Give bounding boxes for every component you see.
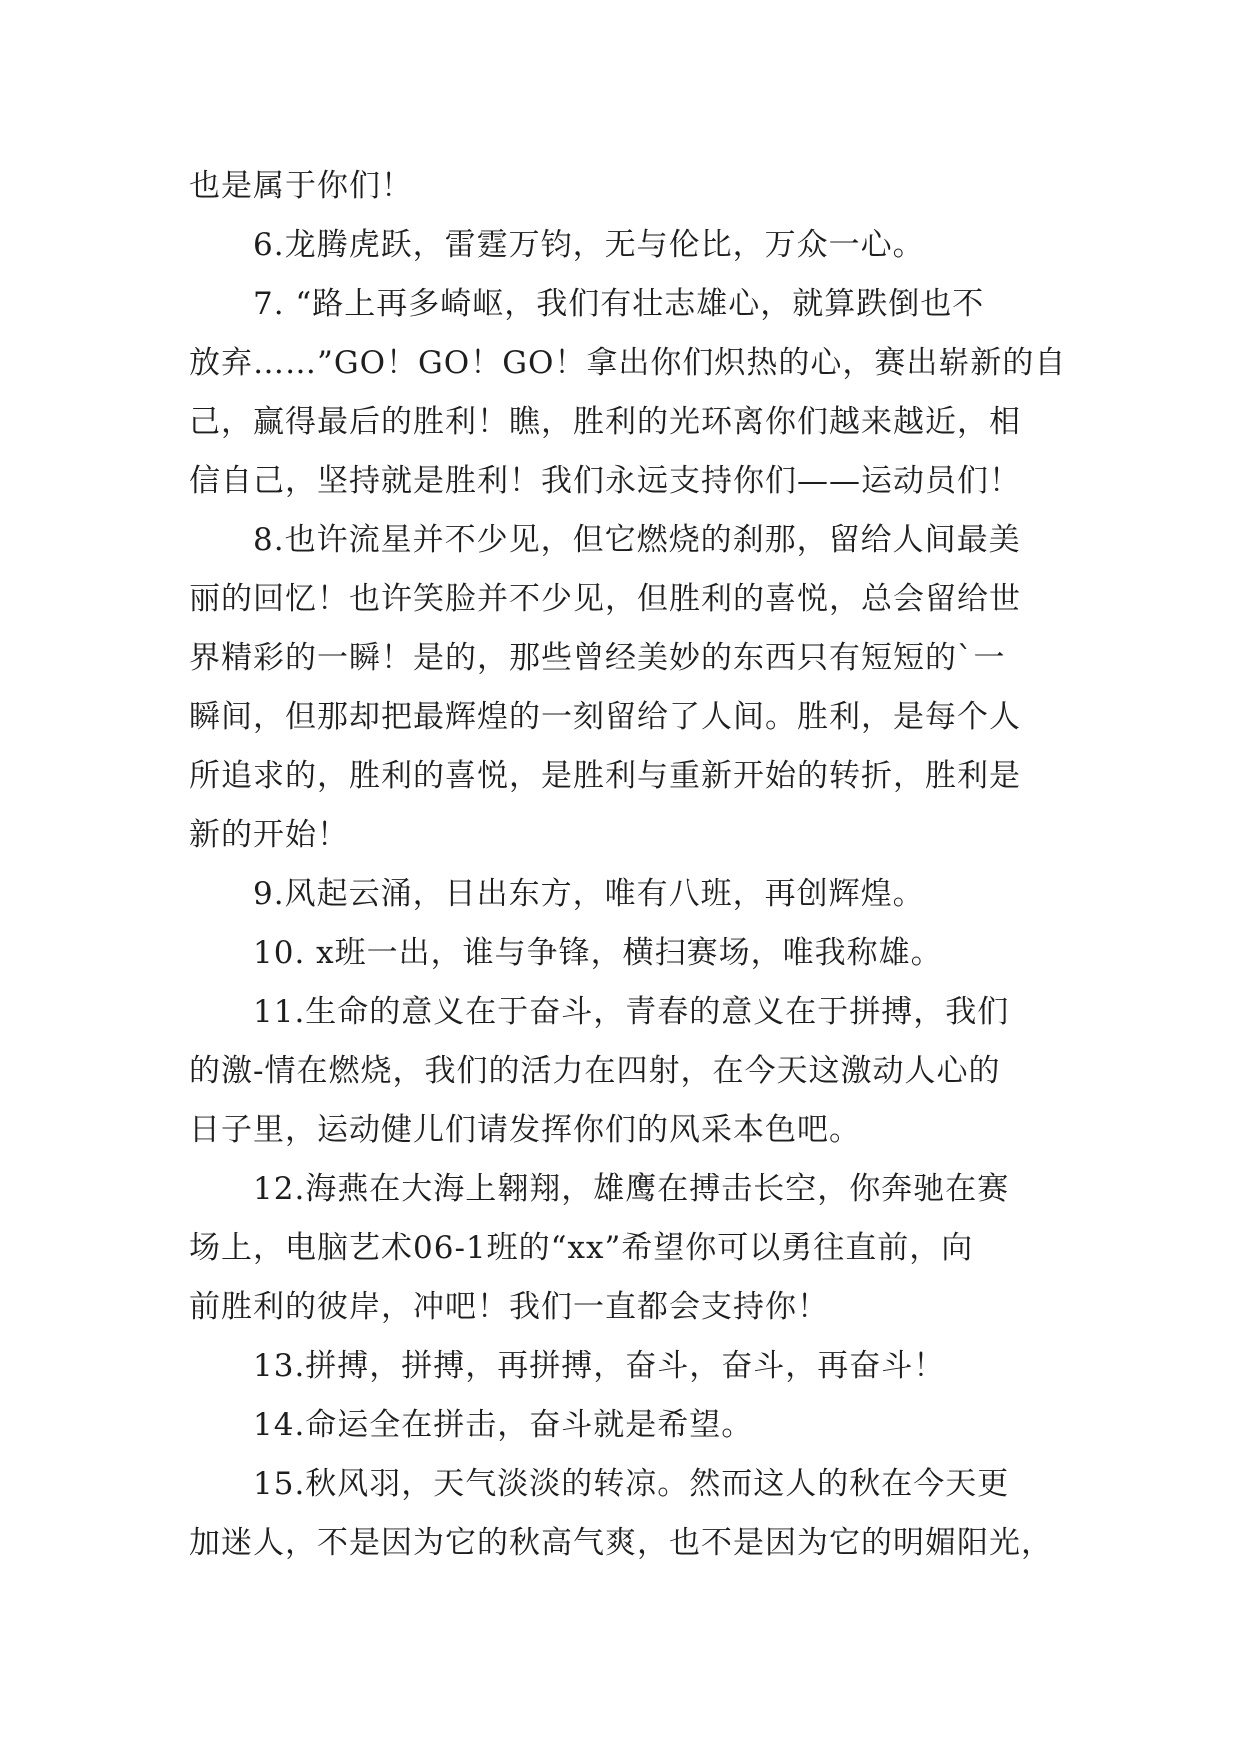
document-body: [189, 157, 1067, 1573]
text-line: 的激-情在燃烧，我们的活力在四射，在今天这激动人心的: [189, 1053, 1001, 1089]
text-line: 也是属于你们！: [189, 168, 413, 204]
text-line: 9.风起云涌，日出东方，唯有八班，再创辉煌。: [253, 876, 925, 912]
text-line: 7. “路上再多崎岖，我们有壮志雄心，就算跌倒也不: [253, 286, 985, 322]
text-line: 场上，电脑艺术06-1班的“xx”希望你可以勇往直前，向: [189, 1230, 974, 1266]
text-line: 11.生命的意义在于奋斗，青春的意义在于拼搏，我们: [253, 994, 1010, 1030]
text-line: 所追求的，胜利的喜悦，是胜利与重新开始的转折，胜利是: [189, 758, 1021, 794]
text-line: 15.秋风羽，天气淡淡的转凉。然而这人的秋在今天更: [253, 1466, 1010, 1502]
text-line: 信自己，坚持就是胜利！我们永远支持你们——运动员们！: [189, 463, 1021, 499]
text-line: 丽的回忆！也许笑脸并不少见，但胜利的喜悦，总会留给世: [189, 581, 1021, 617]
text-line: 14.命运全在拼击，奋斗就是希望。: [253, 1407, 754, 1443]
text-line: 前胜利的彼岸，冲吧！我们一直都会支持你！: [189, 1289, 829, 1325]
text-line: 日子里，运动健儿们请发挥你们的风采本色吧。: [189, 1112, 861, 1148]
text-line: 10. x班一出，谁与争锋，横扫赛场，唯我称雄。: [253, 935, 943, 971]
text-line: 瞬间，但那却把最辉煌的一刻留给了人间。胜利，是每个人: [189, 699, 1021, 735]
text-line: 界精彩的一瞬！是的，那些曾经美妙的东西只有短短的`一: [189, 640, 1006, 676]
text-line: 13.拼搏，拼搏，再拼搏，奋斗，奋斗，再奋斗！: [253, 1348, 946, 1384]
text-line: 己，赢得最后的胜利！瞧，胜利的光环离你们越来越近，相: [189, 404, 1021, 440]
text-line: 12.海燕在大海上翱翔，雄鹰在搏击长空，你奔驰在赛: [253, 1171, 1010, 1207]
text-line: 新的开始！: [189, 817, 349, 853]
text-line: 放弃……”GO！GO！GO！拿出你们炽热的心，赛出崭新的自: [189, 345, 1067, 381]
text-line: 6.龙腾虎跃，雷霆万钧，无与伦比，万众一心。: [253, 227, 925, 263]
text-line: 加迷人，不是因为它的秋高气爽，也不是因为它的明媚阳光，: [189, 1525, 1053, 1561]
text-line: 8.也许流星并不少见，但它燃烧的刹那，留给人间最美: [253, 522, 1021, 558]
